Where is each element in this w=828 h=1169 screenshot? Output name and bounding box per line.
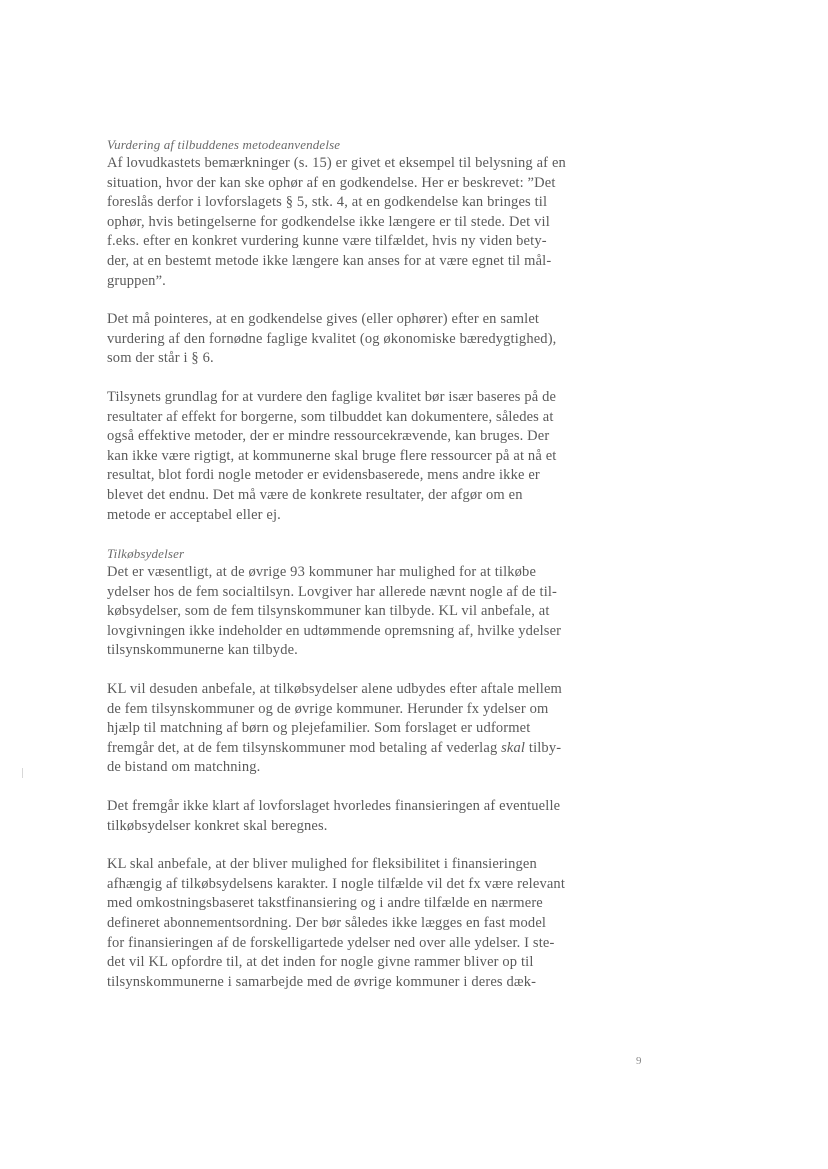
text-line: ophør, hvis betingelserne for godkendelse ikke længere er til stede. Det vil — [107, 213, 550, 230]
text-line: f.eks. efter en konkret vurdering kunne være tilfældet, hvis ny viden bety- — [107, 233, 547, 250]
text-line: vurdering af den fornødne faglige kvalitet (og økonomiske bæredygtighed), — [107, 330, 557, 347]
page-number: 9 — [636, 1055, 642, 1067]
paragraph — [107, 388, 607, 525]
text-line: blevet det endnu. Det må være de konkrete resultater, der afgør om en — [107, 486, 523, 503]
text-line: købsydelser, som de fem tilsynskommuner kan tilbyde. KL vil anbefale, at — [107, 603, 550, 620]
section-heading-metodeanvendelse: Vurdering af tilbuddenes metodeanvendelse — [107, 137, 341, 152]
text-line: det vil KL opfordre til, at det inden for nogle givne rammer bliver op til — [107, 954, 534, 971]
text-line: lovgivningen ikke indeholder en udtømmende opremsning af, hvilke ydelser — [107, 622, 562, 639]
emphasis-text: skal — [501, 739, 526, 756]
text-line: ydelser hos de fem socialtilsyn. Lovgiver har allerede nævnt nogle af de til- — [107, 583, 558, 600]
text-line: KL vil desuden anbefale, at tilkøbsydelser alene udbydes efter aftale mellem — [107, 681, 562, 698]
text-line: kan ikke være rigtigt, at kommunerne skal bruge flere ressourcer på at nå et — [107, 447, 557, 464]
text-line: situation, hvor der kan ske ophør af en godkendelse. Her er beskrevet: ”Det — [107, 174, 556, 191]
text-line: Det er væsentligt, at de øvrige 93 kommuner har mulighed for at tilkøbe — [107, 564, 537, 581]
text-line: for finansieringen af de forskelligartede ydelser ned over alle ydelser. I ste- — [107, 934, 555, 951]
text-line: tilsynskommunerne kan tilbyde. — [107, 642, 298, 659]
text-line: hjælp til matchning af børn og plejefamilier. Som forslaget er udformet — [107, 720, 531, 737]
paragraph — [107, 797, 607, 836]
text-line: afhængig af tilkøbsydelsens karakter. I nogle tilfælde vil det fx være relevant — [107, 875, 566, 892]
text-line: foreslås derfor i lovforslagets § 5, stk. 4, at en godkendelse kan bringes til — [107, 194, 548, 211]
paragraph — [107, 680, 607, 778]
section-heading-tilkobsydelser: Tilkøbsydelser — [107, 546, 185, 562]
text-line: KL skal anbefale, at der bliver mulighed for fleksibilitet i finansieringen — [107, 856, 537, 873]
page-body — [107, 135, 607, 1011]
paragraph — [107, 154, 607, 291]
paragraph — [107, 855, 607, 992]
text-line: Tilsynets grundlag for at vurdere den faglige kvalitet bør især baseres på de — [107, 388, 557, 405]
text-line: gruppen”. — [107, 272, 166, 289]
paragraph — [107, 563, 607, 661]
text-line — [107, 739, 607, 759]
text-line: Det må pointeres, at en godkendelse gives (eller ophører) efter en samlet — [107, 311, 540, 328]
text-line: de bistand om matchning. — [107, 759, 261, 776]
text-line: defineret abonnementsordning. Der bør således ikke lægges en fast model — [107, 915, 547, 931]
scan-artifact — [22, 768, 23, 778]
text-line: de fem tilsynskommuner og de øvrige kommuner. Herunder fx ydelser om — [107, 700, 549, 717]
text-line: tilsynskommunerne i samarbejde med de øvrige kommuner i deres dæk- — [107, 973, 537, 990]
text-line: resultat, blot fordi nogle metoder er evidensbaserede, mens andre ikke er — [107, 467, 540, 484]
text-line: som der står i § 6. — [107, 350, 214, 367]
text-line: der, at en bestemt metode ikke længere kan anses for at være egnet til mål- — [107, 252, 552, 269]
text-line: resultater af effekt for borgerne, som tilbuddet kan dokumentere, således at — [107, 408, 554, 425]
text-line: med omkostningsbaseret takstfinansiering og i andre tilfælde en nærmere — [107, 895, 543, 912]
text-segment: tilby- — [525, 739, 562, 756]
text-line: også effektive metoder, der er mindre ressourcekrævende, kan bruges. Der — [107, 428, 550, 445]
text-line: metode er acceptabel eller ej. — [107, 506, 281, 523]
text-line: Det fremgår ikke klart af lovforslaget hvorledes finansieringen af eventuelle — [107, 798, 561, 815]
text-line: tilkøbsydelser konkret skal beregnes. — [107, 817, 328, 834]
text-segment: fremgår det, at de fem tilsynskommuner mod betaling af vederlag — [107, 739, 502, 756]
paragraph — [107, 310, 607, 369]
text-line: Af lovudkastets bemærkninger (s. 15) er givet et eksempel til belysning af en — [107, 155, 566, 171]
